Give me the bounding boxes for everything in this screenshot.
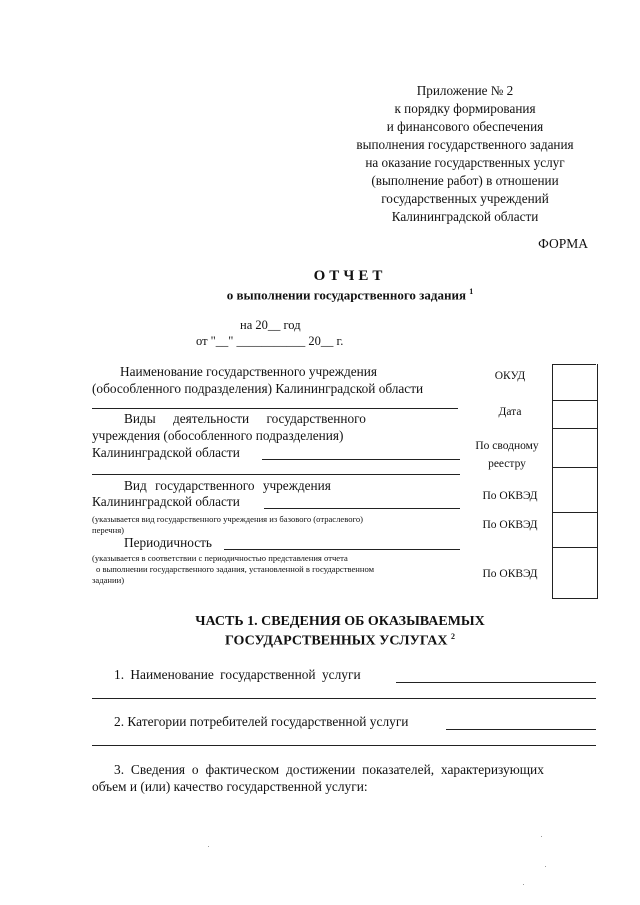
date-box: [552, 401, 598, 429]
periodicity-label: Периодичность: [124, 535, 212, 550]
appendix-line: (выполнение работ) в отношении: [371, 173, 559, 188]
okved-label-3: По ОКВЭД: [482, 568, 538, 580]
okved-label-2: По ОКВЭД: [482, 519, 538, 531]
periodicity-note-2: о выполнении государственного задания, установленной в государственном: [96, 564, 375, 574]
scan-speck: [523, 884, 524, 885]
date-label: Дата: [498, 406, 522, 418]
appendix-line: выполнения государственного задания: [356, 137, 574, 152]
appendix-header: [340, 82, 590, 226]
consumers-line-2: [92, 745, 596, 746]
institution-label-1: Наименование государственного учреждения: [120, 364, 377, 379]
periodicity-note-3: задании): [92, 575, 125, 585]
appendix-line: Приложение № 2: [416, 83, 514, 98]
service-name-line-2: [92, 698, 596, 699]
okved-box-3: [552, 548, 598, 599]
indicators-label-1: 3. Сведения о фактическом достижении показателей, характеризующих: [114, 762, 544, 777]
institution-value-line: [92, 408, 458, 409]
type-note-1: (указывается вид государственного учреждения из базового (отраслевого): [92, 514, 363, 524]
scan-speck: [208, 846, 209, 847]
form-label: ФОРМА: [538, 236, 588, 251]
activities-label-2: учреждения (обособленного подразделения): [92, 428, 344, 443]
part1-title-2-text: ГОСУДАРСТВЕННЫХ УСЛУГАХ: [225, 633, 448, 649]
periodicity-value-line: [224, 549, 460, 550]
scan-speck: [545, 866, 546, 867]
appendix-line: и финансового обеспечения: [386, 119, 544, 134]
activities-value-line: [262, 459, 460, 460]
report-subtitle-text: о выполнении государственного задания: [226, 287, 466, 303]
okud-box: [552, 364, 598, 401]
indicators-label-2: объем и (или) качество государственной услуги:: [92, 779, 368, 794]
report-date: от "__" ___________ 20__ г.: [196, 334, 344, 348]
part1-title-1: ЧАСТЬ 1. СВЕДЕНИЯ ОБ ОКАЗЫВАЕМЫХ: [195, 614, 485, 629]
footnote-marker: 1: [469, 287, 474, 296]
activities-label-3: Калининградской области: [92, 445, 240, 460]
part1-footnote-marker: 2: [450, 632, 455, 641]
report-year: на 20__ год: [240, 318, 301, 332]
appendix-line: на оказание государственных услуг: [365, 155, 565, 170]
institution-label-2: (обособленного подразделения) Калининградской области: [92, 381, 424, 396]
registry-label-2: реестру: [488, 458, 526, 470]
okved-label-1: По ОКВЭД: [482, 490, 538, 502]
appendix-line: Калининградской области: [391, 209, 539, 224]
okud-label: ОКУД: [494, 370, 526, 382]
activities-label-1: Виды деятельности государственного: [124, 411, 366, 426]
activities-value-line-2: [92, 474, 460, 475]
okved-box-2: [552, 513, 598, 548]
registry-box: [552, 429, 598, 468]
service-name-label: 1. Наименование государственной услуги: [114, 667, 361, 682]
consumers-line: [446, 729, 596, 730]
report-subtitle: [0, 287, 640, 303]
periodicity-note-1: (указывается в соответствии с периодичностью представления отчета: [92, 553, 348, 563]
consumers-label: 2. Категории потребителей государственной услуги: [114, 714, 409, 729]
type-label-1: Вид государственного учреждения: [124, 478, 331, 493]
registry-label-1: По сводному: [475, 440, 539, 452]
service-name-line: [396, 682, 596, 683]
report-title: ОТЧЕТ: [313, 268, 387, 284]
scan-speck: [541, 836, 542, 837]
part1-title-2: [0, 632, 640, 650]
type-label-2: Калининградской области: [92, 494, 240, 509]
appendix-line: к порядку формирования: [394, 101, 536, 116]
okved-box-1: [552, 468, 598, 513]
type-note-2: перечня): [92, 525, 125, 535]
appendix-line: государственных учреждений: [381, 191, 549, 206]
type-value-line: [264, 508, 460, 509]
